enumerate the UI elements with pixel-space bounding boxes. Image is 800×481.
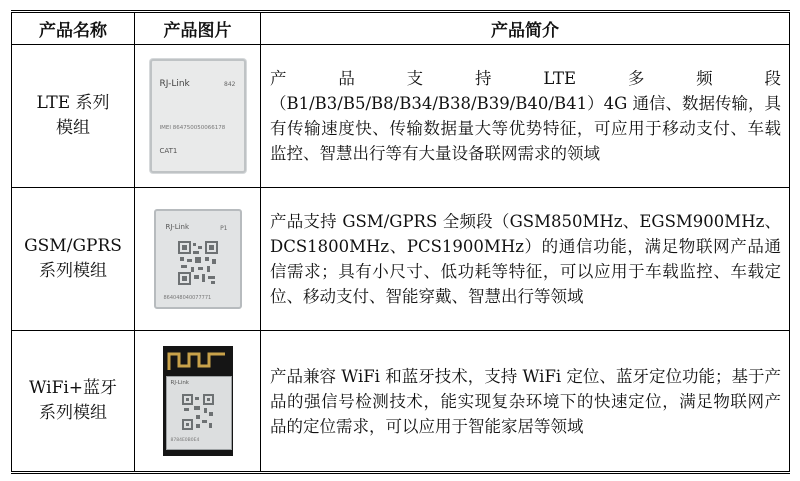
product-name-line: GSM/GPRS (24, 236, 122, 256)
qr-code-icon (178, 241, 218, 285)
header-product-intro: 产品简介 (261, 12, 790, 45)
product-name-line: LTE 系列 (36, 93, 110, 113)
product-table (11, 10, 790, 474)
product-name-cell (12, 331, 135, 473)
lte-module-icon (150, 59, 246, 173)
module-model-label: 842 (224, 81, 236, 88)
product-description: 产 品 支 持 LTE 多 频 段（B1/B3/B5/B8/B34/B38/B39/B40/B41）4G 通信、数据传输，具有传输速度快、传输数据量大等优势特征，可应用于移动支付、车载监控、智慧出行等有大量设备联网需求的领域 (270, 69, 781, 163)
product-image-cell (135, 45, 261, 188)
product-name-cell (12, 45, 135, 188)
product-description-cell (261, 45, 790, 188)
module-serial-label: 8784E0B0E4 (170, 438, 200, 443)
product-description-cell (261, 188, 790, 331)
product-name-line: 系列模组 (39, 261, 107, 281)
table-row-gsm (12, 188, 790, 331)
product-image-cell (135, 331, 261, 473)
module-cat-label: CAT1 (159, 147, 178, 155)
product-name-cell (12, 188, 135, 331)
product-name-line: 模组 (56, 118, 90, 138)
product-description: 产品兼容 WiFi 和蓝牙技术，支持 WiFi 定位、蓝牙定位功能；基于产品的强信号检测技术，能实现复杂环境下的快速定位，满足物联网产品的定位需求，可以应用于智能家居等领域 (270, 366, 781, 436)
product-description-cell (261, 331, 790, 473)
table-row-wifi (12, 331, 790, 473)
wifi-bluetooth-module-icon (163, 346, 233, 456)
module-brand-label: RJ-Link (170, 380, 189, 386)
gsm-module-icon (154, 209, 242, 309)
header-product-name: 产品名称 (12, 12, 135, 45)
table-header-row (12, 12, 790, 45)
product-name-line: WiFi+蓝牙 (28, 378, 118, 398)
module-model-label: P1 (220, 225, 228, 232)
product-description: 产品支持 GSM/GPRS 全频段（GSM850MHz、EGSM900MHz、DCS1800MHz、PCS1900MHz）的通信功能，满足物联网产品通信需求；具有小尺寸、低功耗等特征，可以应用于车载监控、车载定位、移动支付、智能穿戴、智慧出行等领域 (270, 212, 781, 306)
product-name-line: 系列模组 (39, 403, 107, 423)
module-brand-label: RJ-Link (159, 79, 190, 89)
product-image-cell (135, 188, 261, 331)
module-serial-label: 864048040077771 (163, 295, 212, 301)
module-imei-label: IMEI 864750050066178 (159, 125, 226, 131)
qr-code-icon (182, 394, 214, 430)
module-brand-label: RJ-Link (165, 223, 190, 231)
antenna-trace-icon (163, 346, 233, 376)
pcb-antenna (163, 346, 233, 376)
header-product-image: 产品图片 (135, 12, 261, 45)
table-row-lte (12, 45, 790, 188)
